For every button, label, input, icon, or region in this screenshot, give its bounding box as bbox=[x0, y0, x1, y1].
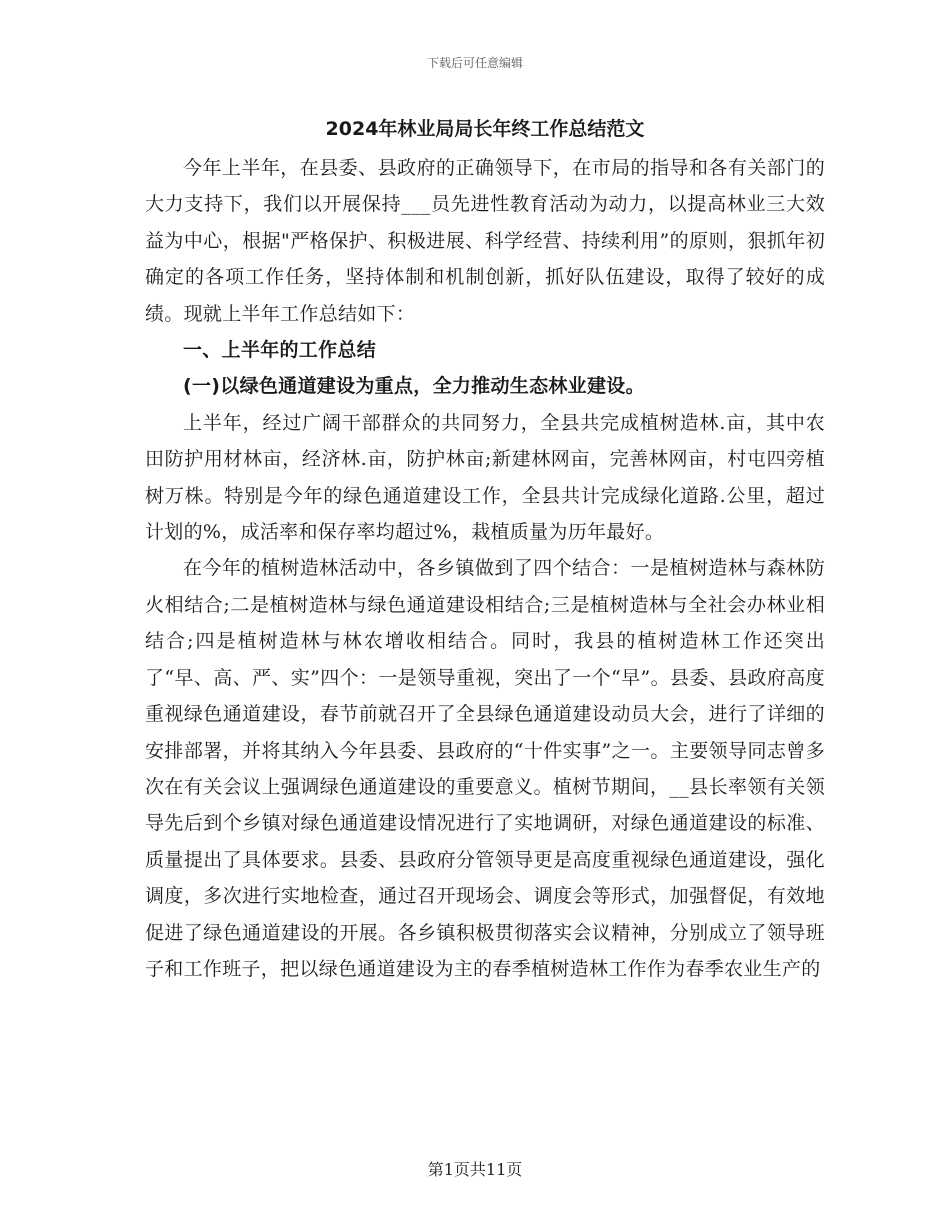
page-number-footer: 第1页共11页 bbox=[427, 1160, 523, 1179]
document-body bbox=[145, 112, 825, 987]
body-paragraph: 在今年的植树造林活动中，各乡镇做到了四个结合：一是植树造林与森林防火相结合;二是植树造林与绿色通道建设相结合;三是植树造林与全社会办林业相结合;四是植树造林与林农增收相结合。同时，我县的植树造林工作还突出了“早、高、严、实”四个：一是领导重视，突出了一个“早”。县委、县政府高度重视绿色通道建设，春节前就召开了全县绿色通道建设动员大会，进行了详细的安排部署，并将其纳入今年县委、县政府的“十件实事”之一。主要领导同志曾多次在有关会议上强调绿色通道建设的重要意义。植树节期间，__县长率领有关领导先后到个乡镇对绿色通道建设情况进行了实地调研，对绿色通道建设的标准、质量提出了具体要求。县委、县政府分管领导更是高度重视绿色通道建设，强化调度，多次进行实地检查，通过召开现场会、调度会等形式，加强督促，有效地促进了绿色通道建设的开展。各乡镇积极贯彻落实会议精神，分别成立了领导班子和工作班子，把以绿色通道建设为主的春季植树造林工作作为春季农业生产的 bbox=[145, 557, 825, 980]
body-paragraph: 上半年，经过广阔干部群众的共同努力，全县共完成植树造林.亩，其中农田防护用材林亩，经济林.亩，防护林亩;新建林网亩，完善林网亩，村屯四旁植树万株。特别是今年的绿色通道建设工作，全县共计完成绿化道路.公里，超过计划的%，成活率和保存率均超过%，栽植质量为历年最好。 bbox=[145, 411, 825, 544]
intro-paragraph: 今年上半年，在县委、县政府的正确领导下，在市局的指导和各有关部门的大力支持下，我们以开展保持___员先进性教育活动为动力，以提高林业三大效益为中心，根据"严格保护、积极进展、科学经营、持续利用”的原则，狠抓年初确定的各项工作任务，坚持体制和机制创新，抓好队伍建设，取得了较好的成绩。现就上半年工作总结如下： bbox=[145, 157, 825, 325]
page-header-note: 下载后可任意编辑 bbox=[426, 56, 523, 70]
document-title: 2024年林业局局长年终工作总结范文 bbox=[325, 118, 645, 140]
subsection-heading: (一)以绿色通道建设为重点，全力推动生态林业建设。 bbox=[183, 375, 645, 398]
section-heading: 一、上半年的工作总结 bbox=[183, 339, 377, 362]
